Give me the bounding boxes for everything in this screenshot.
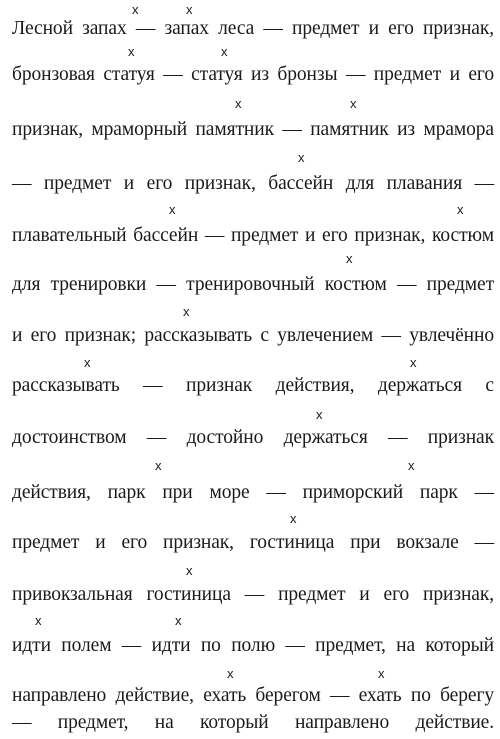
main-word-mark: x [316,407,323,422]
main-word-mark: x [290,511,297,526]
main-word-mark: x [84,355,91,370]
text-line: предмет и его признак, гостиница при вокзале — [12,532,494,553]
text-line: идти полем — идти по полю — предмет, на который [12,635,494,656]
main-word-mark: x [132,2,139,17]
main-word-mark: x [183,304,190,319]
text-line: Лесной запах — запах леса — предмет и его признак, [12,18,494,39]
main-word-mark: x [408,458,415,473]
main-word-mark: x [227,666,234,681]
text-line: — предмет, на который направлено действие. [12,712,494,733]
main-word-mark: x [298,150,305,165]
text-line: — предмет и его признак, бассейн для плавания — [12,173,494,194]
main-word-mark: x [169,202,176,217]
text-line: плавательный бассейн — предмет и его признак, костюм [12,225,494,246]
main-word-mark: x [175,613,182,628]
text-line: привокзальная гостиница — предмет и его признак, [12,584,494,605]
main-word-mark: x [378,666,385,681]
main-word-mark: x [35,613,42,628]
main-word-mark: x [235,96,242,111]
main-word-mark: x [186,2,193,17]
text-line: действия, парк при море — приморский парк — [12,482,494,503]
text-line: направлено действие, ехать берегом — ехать по берегу [12,685,494,706]
main-word-mark: x [128,44,135,59]
main-word-mark: x [346,251,353,266]
text-line: достоинством — достойно держаться — признак [12,427,494,448]
text-line: и его признак; рассказывать с увлечением — увлечённо [12,325,494,346]
text-line: рассказывать — признак действия, держаться с [12,375,494,396]
main-word-mark: x [410,355,417,370]
text-line: для тренировки — тренировочный костюм — предмет [12,274,494,295]
main-word-mark: x [155,458,162,473]
main-word-mark: x [350,96,357,111]
text-line: признак, мраморный памятник — памятник из мрамора [12,119,494,140]
main-word-mark: x [186,563,193,578]
main-word-mark: x [221,44,228,59]
text-line: бронзовая статуя — статуя из бронзы — предмет и его [12,64,494,85]
main-word-mark: x [457,202,464,217]
